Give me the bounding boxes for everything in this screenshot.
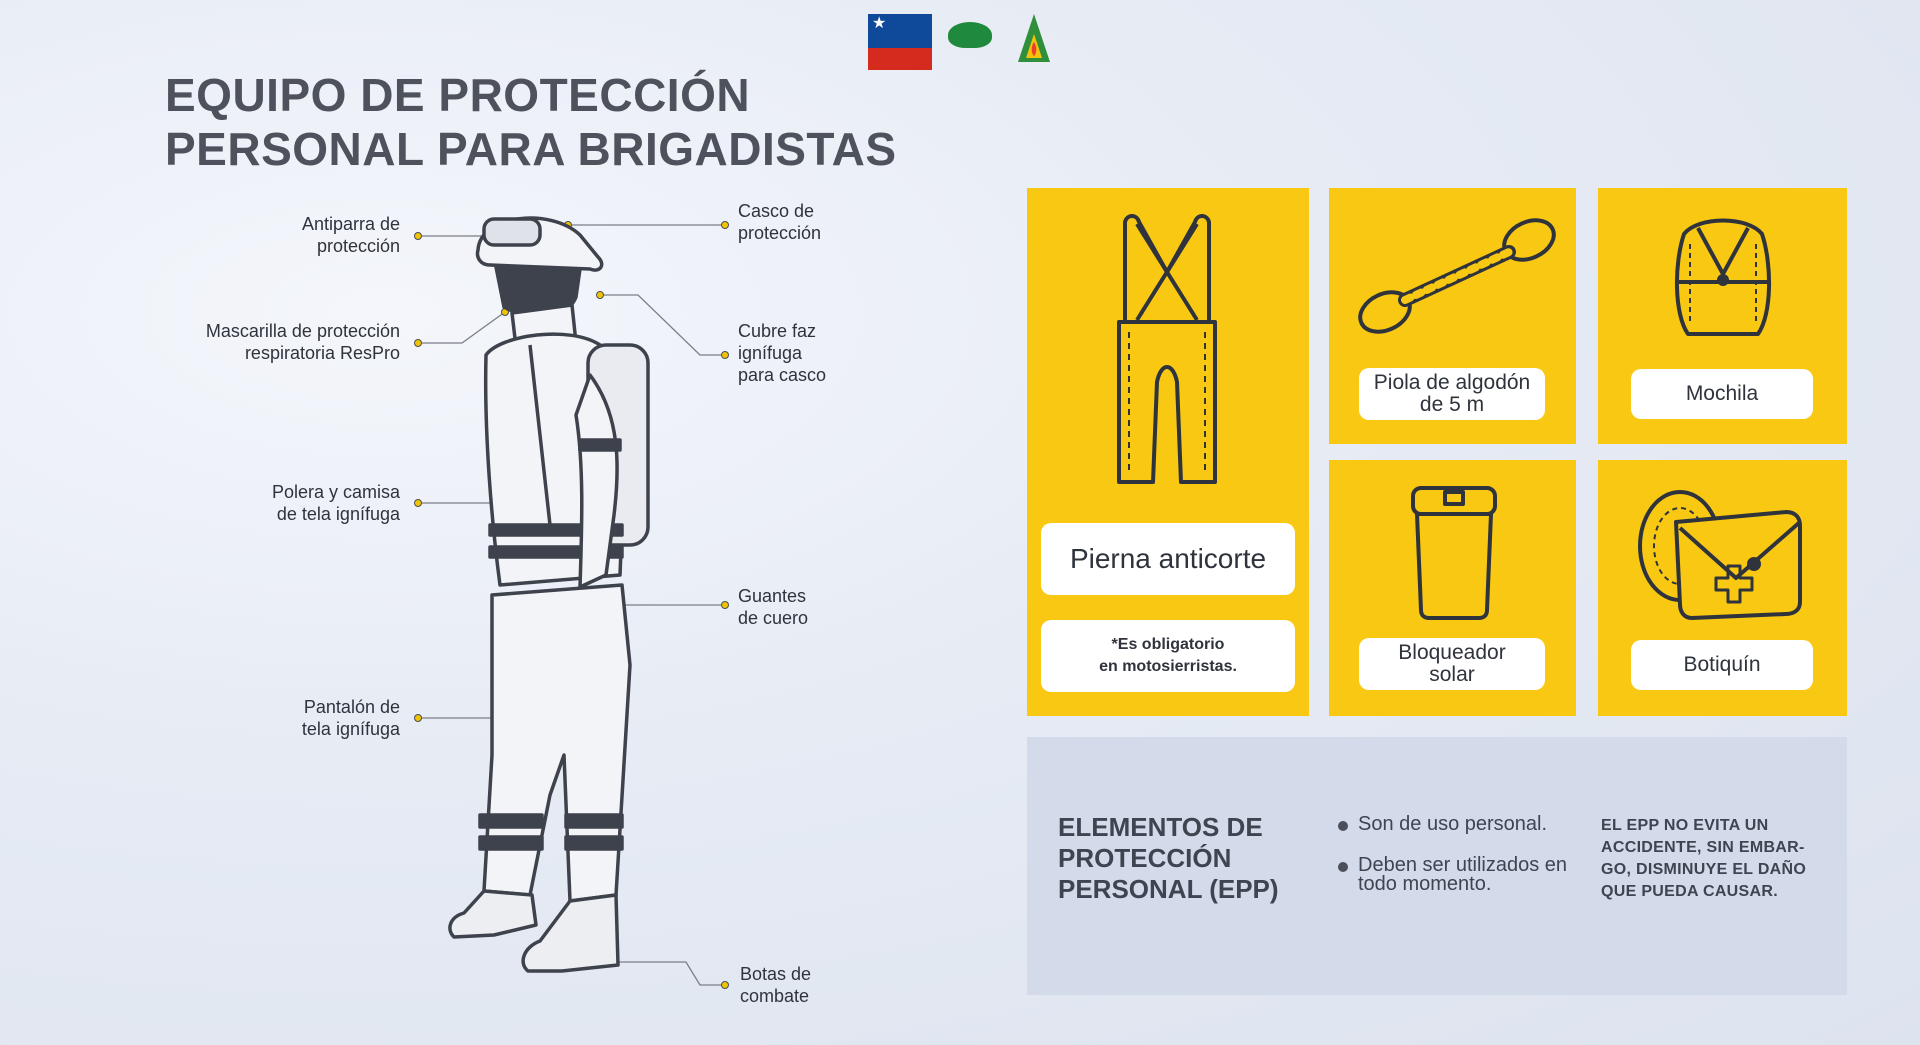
star-icon: ★ bbox=[872, 15, 887, 32]
fire-prevention-logo bbox=[1016, 12, 1052, 72]
tile-label: Pierna anticorte bbox=[1041, 523, 1295, 595]
callout-line: Guantes bbox=[738, 586, 807, 606]
label-line: solar bbox=[1429, 663, 1475, 686]
callout-cubre-faz bbox=[738, 320, 826, 386]
tile-label: Mochila bbox=[1631, 369, 1813, 419]
tile-botiquin bbox=[1598, 460, 1847, 716]
label-line: de 5 m bbox=[1419, 393, 1485, 416]
callout-line: ignífuga bbox=[738, 343, 803, 363]
first-aid-kit-icon bbox=[1636, 482, 1806, 622]
callout-line: de tela ignífuga bbox=[276, 504, 400, 524]
callout-line: Antiparra de bbox=[301, 214, 400, 234]
epp-bullet: Son de uso personal. bbox=[1336, 815, 1586, 834]
callout-line: Botas de bbox=[740, 964, 812, 984]
label-line: Bloqueador bbox=[1398, 641, 1506, 664]
tile-note bbox=[1041, 620, 1295, 692]
tile-pierna-anticorte bbox=[1027, 188, 1309, 716]
epp-bullet-list bbox=[1336, 815, 1586, 916]
callout-line: Cubre faz bbox=[738, 321, 817, 341]
callout-line: tela ignífuga bbox=[301, 719, 400, 739]
callout-line: protección bbox=[738, 223, 822, 243]
callout-line: respiratoria ResPro bbox=[244, 343, 400, 363]
rope-icon bbox=[1357, 212, 1557, 342]
callout-line: para casco bbox=[738, 365, 827, 385]
tile-label bbox=[1359, 638, 1545, 690]
callout-line: combate bbox=[740, 986, 810, 1006]
callout-botas bbox=[740, 963, 811, 1007]
callout-line: Mascarilla de protección bbox=[205, 321, 400, 341]
tile-label bbox=[1359, 368, 1545, 420]
tile-piola bbox=[1329, 188, 1576, 444]
callout-line: Pantalón de bbox=[303, 697, 400, 717]
callout-antiparra bbox=[302, 213, 400, 257]
chaps-icon bbox=[1107, 212, 1227, 492]
epp-bullet: Deben ser utilizados en todo momento. bbox=[1336, 856, 1586, 894]
callout-casco bbox=[738, 200, 821, 244]
backpack-icon bbox=[1668, 214, 1778, 344]
epp-title-line: PERSONAL (EPP) bbox=[1058, 874, 1279, 904]
epp-title-line: PROTECCIÓN bbox=[1058, 843, 1232, 873]
callout-guantes bbox=[738, 585, 808, 629]
tile-bloqueador bbox=[1329, 460, 1576, 716]
tile-label: Botiquín bbox=[1631, 640, 1813, 690]
callout-line: Casco de bbox=[738, 201, 815, 221]
note-line: en motosierristas. bbox=[1099, 658, 1237, 675]
callout-line: protección bbox=[316, 236, 400, 256]
callout-line: de cuero bbox=[738, 608, 809, 628]
callout-pantalon bbox=[302, 696, 400, 740]
note-line: *Es obligatorio bbox=[1111, 636, 1225, 653]
callout-mascarilla bbox=[206, 320, 400, 364]
brigadista-illustration bbox=[400, 195, 700, 1015]
title-line-1: EQUIPO DE PROTECCIÓN bbox=[165, 69, 751, 121]
title-line-2: PERSONAL PARA BRIGADISTAS bbox=[165, 123, 897, 175]
epp-title-line: ELEMENTOS DE bbox=[1058, 812, 1263, 842]
tile-mochila bbox=[1598, 188, 1847, 444]
label-line: Piola de algodón bbox=[1373, 371, 1531, 394]
epp-note: EL EPP NO EVITA UN ACCIDENTE, SIN EMBAR-GO, DISMINUYE EL DAÑO QUE PUEDA CAUSAR. bbox=[1601, 817, 1807, 900]
epp-title bbox=[1058, 812, 1279, 905]
callout-line: Polera y camisa bbox=[271, 482, 400, 502]
callout-polera bbox=[272, 481, 400, 525]
sunscreen-icon bbox=[1409, 484, 1499, 624]
